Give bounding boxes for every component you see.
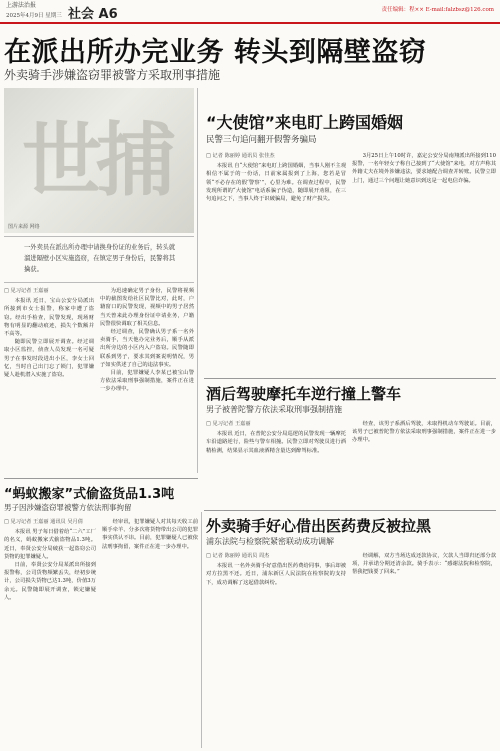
lead-byline: □ 见习记者 王嘉丽 — [4, 288, 49, 294]
column-divider — [197, 88, 198, 473]
issue-date: 2025年4月9日 星期三 — [6, 13, 62, 19]
story3-body-col2 — [352, 420, 496, 508]
paragraph: 经审讯，犯罪嫌疑人对其每天收工前顺手牵羊、分多次将货物带出公司的犯罪事实供认不讳。目前，犯罪嫌疑人已被依法刑事拘留，案件正在进一步办理中。 — [102, 519, 198, 550]
story5-body-col1 — [206, 552, 346, 748]
paragraph: 随即民警立即展开调查。经过调取小区监控，侦查人员发现一名可疑男子在事发时段进出小区，李女士回忆，当时自己出门忘了锁门，犯罪嫌疑人趁机潜入实施了盗窃。 — [4, 339, 94, 379]
lead-headline: 在派出所办完业务 转头到隔壁盗窃 — [4, 37, 427, 68]
story2-byline: □ 记者 陈丽婷 通讯员 张佳杰 — [206, 153, 275, 159]
story3-headline: 酒后驾驶摩托车逆行撞上警车 — [206, 385, 402, 403]
story5-body-col2 — [352, 552, 496, 748]
paragraph: 经查，该男子系酒后驾驶，未取得机动车驾驶证。目前，该男子已被普陀警方依法采取刑事强制措施，案件正在进一步办理中。 — [352, 421, 496, 444]
paragraph: 本报讯 近日，在普陀公安分局巡逻的民警发现一辆摩托车沿道路逆行，险些与警车相撞。民警立即对驾驶员进行酒精检测，结果显示其血液酒精含量达到醉驾标准。 — [206, 431, 346, 454]
story2-headline: “大使馆”来电盯上跨国婚姻 — [206, 113, 404, 132]
divider — [204, 378, 496, 379]
lead-subhead: 外卖骑手涉嫌盗窃罪被警方采取刑事措施 — [4, 68, 221, 82]
story5-headline: 外卖骑手好心借出医药费反被拉黑 — [206, 517, 432, 535]
story5-byline: □ 记者 陈丽婷 通讯员 周杰 — [206, 553, 270, 559]
paragraph: 3月25日上午10时许，嘉定公安分局南翔派出所接到110报警，一名年轻女子称自己接到了“大使馆”来电，对方声称其外籍丈夫在境外涉嫌违法，要求她配合调查并转账。民警立即上门，通过三个问题让她意识到这是一起电信诈骗。 — [352, 153, 496, 184]
paragraph: 本报讯 自“大使馆”来电盯上跨国婚姻，当事人刚不主观相信不属于的一份话，日前家属报到了上海，您若是冒领“不必存在的假‘警察’”，心里为难。在调查过程中，民警发现所谓的“大使馆”电话系骗子伪造，随即展开劝阻，在三句追问之下，当事人终于识破骗局，避免了财产损失。 — [206, 163, 346, 203]
story4-body-col2 — [102, 518, 198, 748]
story4-headline: “蚂蚁搬家”式偷盗货品1.3吨 — [4, 487, 175, 502]
masthead — [0, 0, 500, 24]
story3-byline: □ 见习记者 王嘉丽 — [206, 421, 251, 427]
photo-credit: 图片来源 网络 — [8, 224, 40, 230]
story3-subhead: 男子被普陀警方依法采取刑事强制措施 — [206, 405, 342, 414]
story3-body-col1 — [206, 420, 346, 508]
divider — [204, 510, 496, 511]
lead-body-col2 — [100, 287, 194, 465]
lead-photo — [4, 88, 194, 233]
paragraph: 为迅速确定男子身份，民警将视频中的截图发给社区民警比对，此时，户籍窗口的民警发现，视频中的男子居然当天曾来此办理身份证中请业务，户籍民警很快调取了相关信息。 — [100, 288, 194, 327]
lead-lede: 一外卖员在派出所办理中请换身份证的业务后，转头就溜进隔壁小区实施盗窃，在镇定男子身份后，民警将其擒获。 — [24, 244, 176, 273]
paragraph: 本报讯 男子每日借着给“二六”工厂的名义，蚂蚁搬家式偷盗物品1.3吨。近日，奉贤公安分局破获一起盗窃公司货物的犯罪嫌疑人。 — [4, 529, 96, 560]
paragraph: 本报讯 一名外卖骑手好意借出医药费给同事，事后却被对方拉黑不还。近日，浦东新区人民法院在检察院的支持下，成功调解了这起借款纠纷。 — [206, 563, 346, 586]
paper-name: 上游法治报 — [6, 2, 37, 9]
divider — [4, 282, 194, 283]
story2-body-col2 — [352, 152, 496, 374]
divider — [4, 236, 194, 237]
divider — [4, 478, 198, 479]
paragraph: 日前，奉贤公安分局某派出所接到报警称，公司货物频繁丢失，经初步统计，公司损失货物已达1.3吨，价值3万余元。民警随即展开调查，锁定嫌疑人。 — [4, 562, 96, 601]
story4-byline: □ 见习记者 王嘉丽 通讯员 吴月倩 — [4, 519, 83, 525]
story2-body-col1 — [206, 152, 346, 374]
paragraph: 经过调查，民警确认男子系一名外卖骑手，当天他办完业务后，顺手从派出所旁边的小区内入户盗窃。民警随即联系到男子，要求其到案说明情况，男子如实供述了自己的违法事实。 — [100, 329, 194, 368]
story5-subhead: 浦东法院与检察院紧密联动成功调解 — [206, 537, 334, 546]
photo-illustration: 世捕 — [22, 113, 170, 207]
story2-subhead: 民警三句追问翻开假警务骗局 — [206, 135, 317, 145]
story4-subhead: 男子因涉嫌盗窃罪被警方依法刑事拘留 — [4, 503, 132, 512]
story4-body-col1 — [4, 518, 96, 748]
paragraph: 目前，犯罪嫌疑人李某已被宝山警方依法采取刑事强制措施，案件正在进一步办理中。 — [100, 370, 194, 393]
paragraph: 本报讯 近日，宝山公安分局派出所接到市女士报警，称家中遭了盗窃。经出手检查，民警发现，现场财物有明显的翻动痕迹，损失个数额并不高等。 — [4, 298, 94, 338]
column-divider — [201, 512, 202, 748]
section-label: 社会 A6 — [68, 7, 118, 22]
paragraph: 经调解，双方当场达成还款协议，欠款人当即归还部分款项，并承诺分期还清余款。骑手表示：“感谢法院和检察院，帮我把钱要了回来。” — [352, 553, 496, 576]
editor-info: 责任编辑：程×× E-mail:falzbsz@126.com — [381, 7, 494, 13]
lead-body-col1 — [4, 287, 94, 465]
